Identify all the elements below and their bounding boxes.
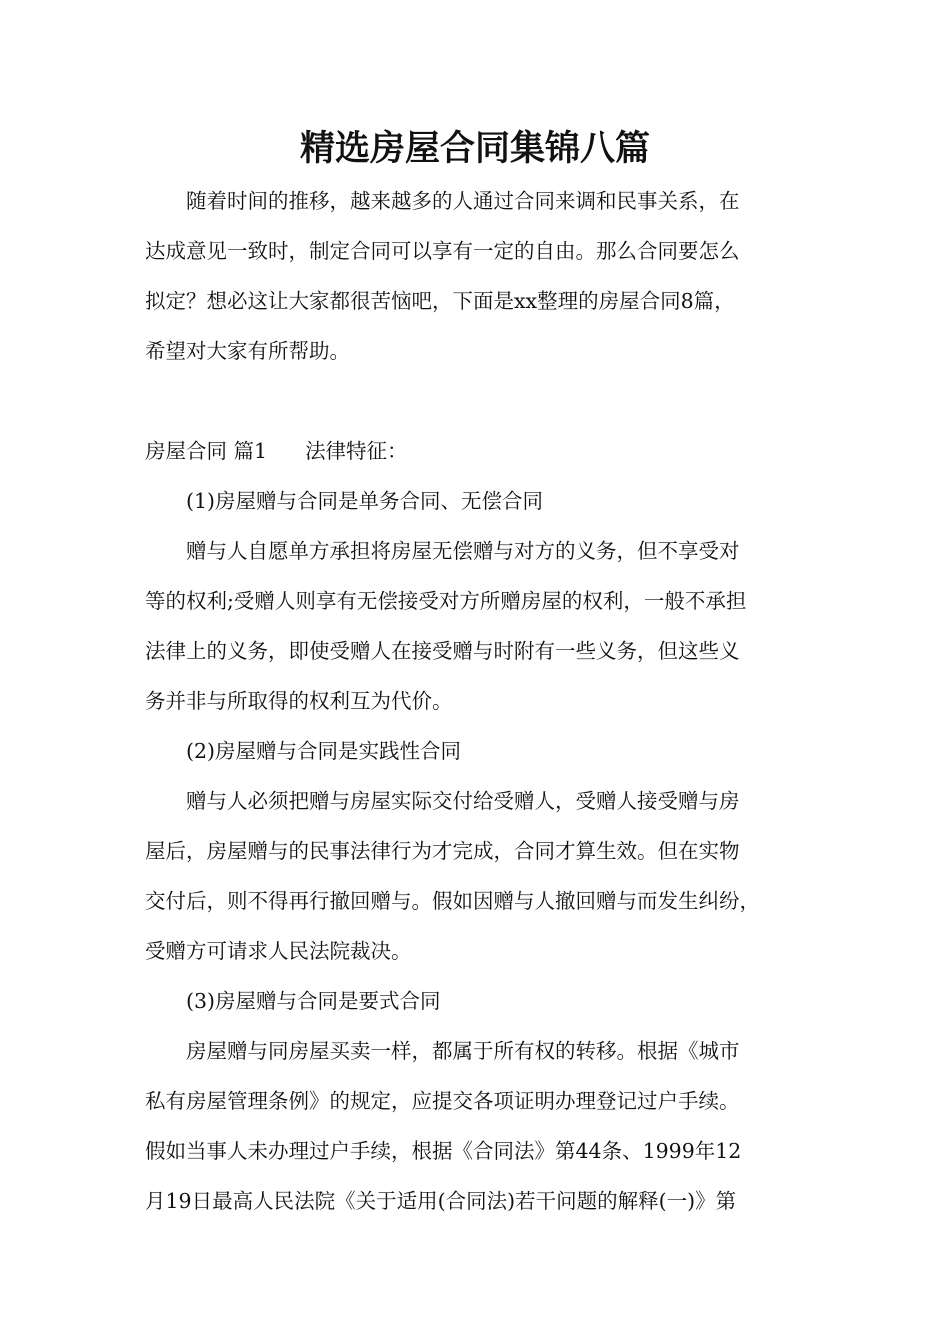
- section-heading: 房屋合同 篇1: [145, 439, 268, 463]
- paragraph-line: 屋后，房屋赠与的民事法律行为才完成，合同才算生效。但在实物: [145, 839, 740, 863]
- section-heading-line: [145, 436, 408, 466]
- paragraph-line: 假如当事人未办理过户手续，根据《合同法》第44条、1999年12: [145, 1139, 742, 1163]
- paragraph-line: 受赠方可请求人民法院裁决。: [145, 939, 412, 963]
- numbered-heading: (2)房屋赠与合同是实践性合同: [186, 739, 462, 763]
- paragraph-line: 达成意见一致时，制定合同可以享有一定的自由。那么合同要怎么: [145, 239, 740, 263]
- paragraph-line: 赠与人必须把赠与房屋实际交付给受赠人，受赠人接受赠与房: [186, 789, 740, 813]
- paragraph-line: 务并非与所取得的权利互为代价。: [145, 689, 453, 713]
- paragraph-line: 私有房屋管理条例》的规定，应提交各项证明办理登记过户手续。: [145, 1089, 740, 1113]
- paragraph-line: 月19日最高人民法院《关于适用(合同法)若干问题的解释(一)》第: [145, 1189, 737, 1213]
- paragraph-line: 等的权利;受赠人则享有无偿接受对方所赠房屋的权利，一般不承担: [145, 589, 747, 613]
- paragraph-line: 法律上的义务，即使受赠人在接受赠与时附有一些义务，但这些义: [145, 639, 740, 663]
- paragraph-line: 希望对大家有所帮助。: [145, 339, 350, 363]
- paragraph-line: 交付后，则不得再行撤回赠与。假如因赠与人撤回赠与而发生纠纷，: [145, 889, 760, 913]
- paragraph-line: 房屋赠与同房屋买卖一样，都属于所有权的转移。根据《城市: [186, 1039, 740, 1063]
- numbered-heading: (3)房屋赠与合同是要式合同: [186, 989, 441, 1013]
- section-subheading: 法律特征：: [305, 439, 408, 463]
- document-title: 精选房屋合同集锦八篇: [299, 129, 650, 169]
- paragraph-line: 赠与人自愿单方承担将房屋无偿赠与对方的义务，但不享受对: [186, 539, 740, 563]
- paragraph-line: 拟定？想必这让大家都很苦恼吧，下面是xx整理的房屋合同8篇，: [145, 289, 735, 313]
- numbered-heading: (1)房屋赠与合同是单务合同、无偿合同: [186, 489, 544, 513]
- paragraph-line: 随着时间的推移，越来越多的人通过合同来调和民事关系，在: [186, 189, 740, 213]
